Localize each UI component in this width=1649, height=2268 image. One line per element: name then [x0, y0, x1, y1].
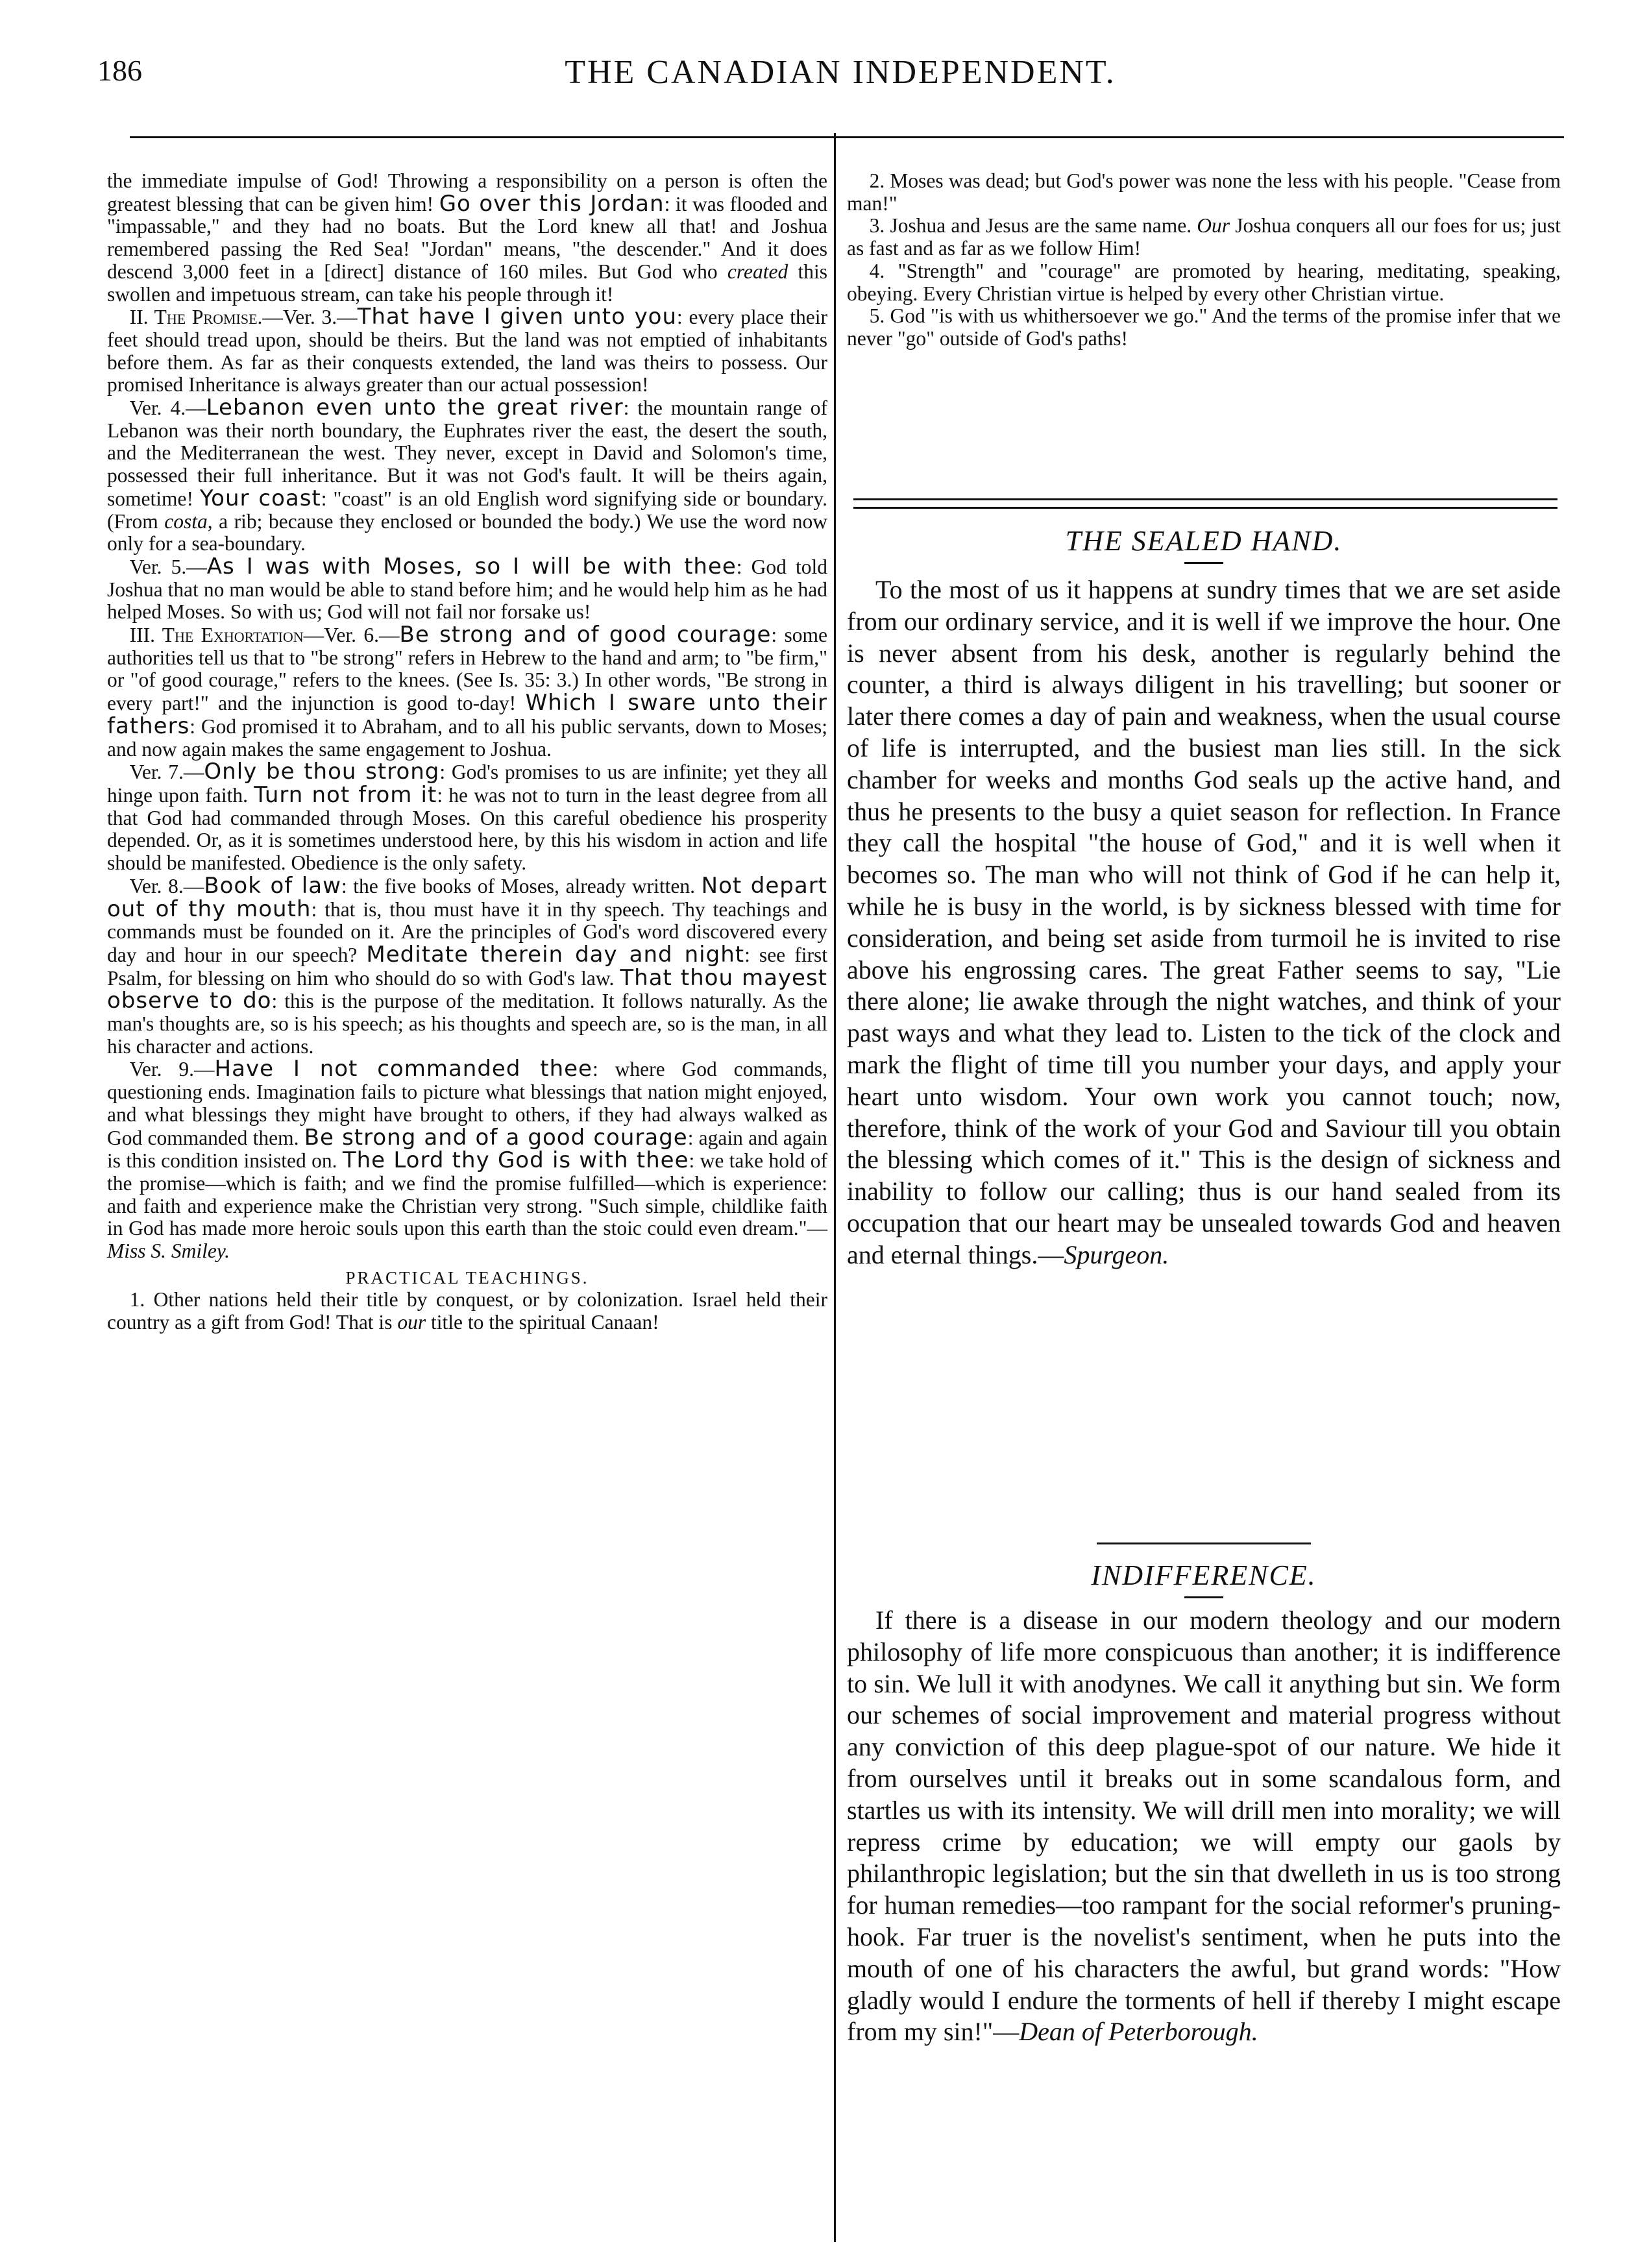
page-number: 186 [97, 54, 142, 87]
practical-teachings-heading: PRACTICAL TEACHINGS. [345, 1267, 589, 1287]
article-separator [1097, 1542, 1311, 1544]
indifference-article [847, 1605, 1561, 2048]
teaching-1: 1. Other nations held their title by conquest, or by colonization. Israel held their country as a gift from God! That is our title to the spiritual Canaan! [107, 1288, 827, 1334]
paragraph-jordan: the immediate impulse of God! Throwing a responsibility on a person is often the greatest blessing that can be given him! Go over this Jordan: it was flooded and "impassable," and they had no boats. But the Lord knew all that! and Joshua remembered passing the Red Sea! "Jordan" means, "the descender." And it does descend 3,000 feet in a [direct] distance of 160 miles. But God who created this swollen and impetuous stream, can take his people through it! [107, 169, 827, 306]
paragraph-exhortation: III. The Exhortation—Ver. 6.—Be strong and of good courage: some authorities tell us that to "be strong" refers in Hebrew to the hand and arm; to "be firm," or "of good courage," refers to the knees. (See Is. 35: 3.) In other words, "Be strong in every part!" and the injunction is good to-day! Which I sware unto their fathers: God promised it to Abraham, and to all his public servants, down to Moses; and now again makes the same engagement to Joshua. [107, 622, 827, 761]
paragraph-verse-8: Ver. 8.—Book of law: the five books of Moses, already written. Not depart out of thy mouth: that is, thou must have it in thy speech. Thy teachings and commands must be founded on it. Are the principles of God's word discovered every day and hour in our speech? Meditate therein day and night: see first Psalm, for blessing on him who should do so with God's law. That thou mayest observe to do: this is the purpose of the meditation. It follows naturally. As the man's thoughts are, so is his speech; as his thoughts and speech are, so is the man, in all his character and actions. [107, 872, 828, 1058]
right-column-teachings [847, 170, 1561, 350]
paragraph-promise: II. The Promise.—Ver. 3.—That have I given unto you: every place their feet should tread upon, should be theirs. But the land was not emptied of inhabitants before them. As far as their conquests extended, the land was theirs to possess. Our promised Inheritance is always greater than our actual possession! [107, 304, 828, 396]
paragraph-verse-7: Ver. 7.—Only be thou strong: God's promises to us are infinite; yet they all hinge upon faith. Turn not from it: he was not to turn in the least degree from all that God had commanded through Moses. On this careful obedience his prosperity depended. Or, as it is sometimes understood here, by this his wisdom in action and life should be manifested. Obedience is the only safety. [107, 759, 828, 875]
paragraph-verse-5: Ver. 5.—As I was with Moses, so I will be with thee: God told Joshua that no man would be able to stand before him; and he would help him as he had helped Moses. So with us; God will not fail nor forsake us! [107, 553, 827, 624]
paragraph-verse-4: Ver. 4.—Lebanon even unto the great river: the mountain range of Lebanon was their north boundary, the Euphrates river the east, the desert the south, and the Mediterranean the west. They never, except in David and Solomon's time, possessed their full inheritance. But it was not God's fault. It will be theirs again, sometime! Your coast: "coast" is an old English word signifying side or boundary. (From costa, a rib; because they enclosed or bounded the body.) We use the word now only for a sea-boundary. [107, 395, 827, 555]
indifference-title: INDIFFERENCE. [1091, 1559, 1317, 1591]
teaching-3: 3. Joshua and Jesus are the same name. Our Joshua conquers all our foes for us; just as fast and as far as we follow Him! [847, 214, 1561, 260]
left-column [107, 170, 827, 1334]
sealed-hand-body: To the most of us it happens at sundry times that we are set aside from our ordinary service, and it is well if we improve the hour. One is never absent from his desk, another is regularly behind the counter, a third is always diligent in his travelling; but sooner or later there comes a day of pain and weakness, when the usual course of life is interrupted, and the busiest man lies still. In the sick chamber for weeks and months God seals up the active hand, and thus he presents to the busy a quiet season for reflection. In France they call the hospital "the house of God," and it is well when it becomes so. The man who will not think of God if he can help it, while he is busy in the world, is by sickness blessed with time for consideration, and being set aside from turmoil he is invited to rise above his engrossing cares. The great Father seems to say, "Lie there alone; lie awake through the night watches, and think of your past ways and what they lead to. Listen to the tick of the clock and mark the flight of time till you number your days, and apply your heart unto wisdom. Your own work you cannot touch; now, therefore, think of the work of your God and Saviour till you obtain the blessing which comes of it." This is the design of sickness and inability to follow our calling; thus is our hand sealed from its occupation that our heart may be unsealed towards God and heaven and eternal things.—Spurgeon. [847, 575, 1561, 1269]
sealed-hand-title: THE SEALED HAND. [1065, 525, 1343, 557]
teaching-2: 2. Moses was dead; but God's power was none the less with his people. "Cease from man!" [847, 169, 1561, 215]
title-rule [1184, 1596, 1223, 1598]
teaching-4: 4. "Strength" and "courage" are promoted by hearing, meditating, speaking, obeying. Every Christian virtue is helped by every other Christian virtue. [847, 259, 1561, 305]
column-divider [834, 133, 836, 2242]
title-rule [1184, 562, 1223, 564]
teaching-5: 5. God "is with us whithersoever we go." And the terms of the promise infer that we never "go" outside of God's paths! [847, 304, 1561, 350]
section-separator [853, 498, 1557, 509]
page-header [97, 53, 1583, 112]
sealed-hand-article [847, 574, 1561, 1271]
header-rule [130, 136, 1564, 138]
indifference-body: If there is a disease in our modern theology and our modern philosophy of life more conspicuous than another; it is indifference to sin. We lull it with anodynes. We call it anything but sin. We form our schemes of social improvement and material progress without any conviction of this deep plague-spot of our nature. We hide it from ourselves until it breaks out in some scandalous form, and startles us with its intensity. We will drill men into morality; we will repress crime by education; we will empty our gaols by philanthropic legislation; but the sin that dwelleth in us is too strong for human remedies—too rampant for the social reformer's pruning-hook. Far truer is the novelist's sentiment, when he puts into the mouth of one of his characters the awful, but grand words: "How gladly would I endure the torments of hell if thereby I might escape from my sin!"—Dean of Peterborough. [847, 1605, 1561, 2047]
paragraph-verse-9: Ver. 9.—Have I not commanded thee: where God commands, questioning ends. Imagination fails to picture what blessings that nation might enjoyed, and what blessings they might have brought to others, if they had always walked as God commanded them. Be strong and of a good courage: again and again is this condition insisted on. The Lord thy God is with thee: we take hold of the promise—which is faith; and we find the promise fulfilled—which is experience: and faith and experience make the Christian very strong. "Such simple, childlike faith in God has made more heroic souls upon this earth than the stoic could even dream."—Miss S. Smiley. [107, 1056, 828, 1263]
running-head: THE CANADIAN INDEPENDENT. [565, 54, 1116, 91]
